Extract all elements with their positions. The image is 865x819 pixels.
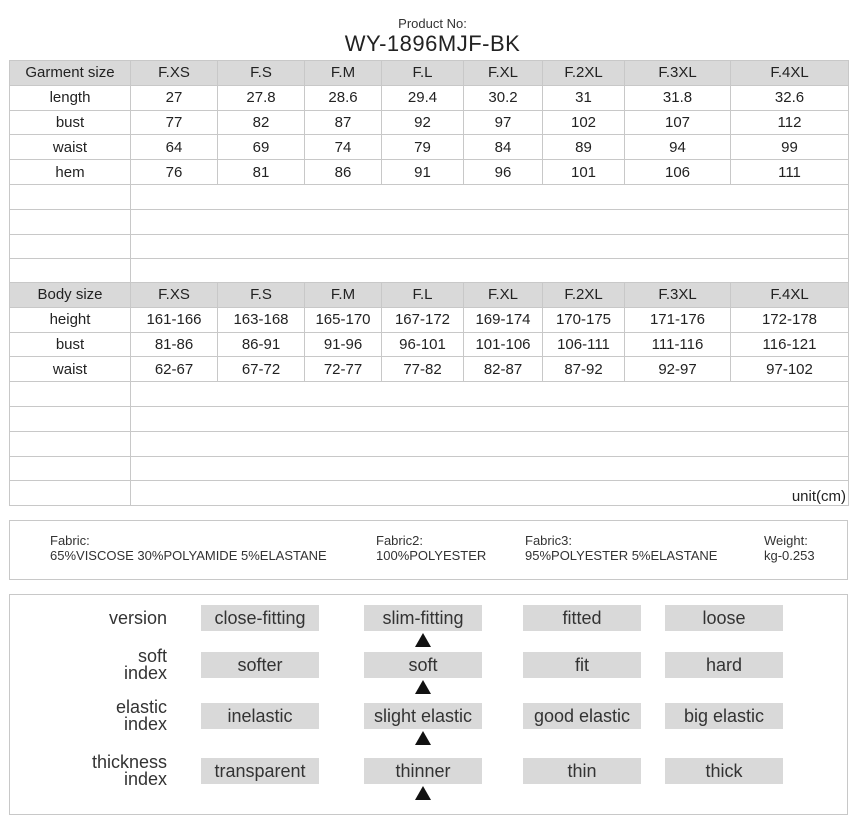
index-option: softer — [201, 652, 319, 678]
index-option: thick — [665, 758, 783, 784]
size-column-header: F.4XL — [731, 61, 849, 86]
empty-row — [10, 234, 849, 259]
index-label — [47, 610, 167, 627]
table-cell: 79 — [382, 135, 464, 160]
index-option: big elastic — [665, 703, 783, 729]
body-size-table — [9, 282, 849, 506]
table-cell: 97 — [464, 110, 543, 135]
table-cell: 96-101 — [382, 332, 464, 357]
index-option: fitted — [523, 605, 641, 631]
index-option: thinner — [364, 758, 482, 784]
table-cell: 169-174 — [464, 307, 543, 332]
table-cell: 81-86 — [131, 332, 218, 357]
table-cell: 172-178 — [731, 307, 849, 332]
garment-header-title: Garment size — [10, 61, 131, 86]
table-cell: 67-72 — [218, 357, 305, 382]
size-column-header: F.S — [218, 283, 305, 308]
table-cell: 112 — [731, 110, 849, 135]
table-cell: 170-175 — [543, 307, 625, 332]
weight — [764, 533, 815, 563]
table-cell: 30.2 — [464, 85, 543, 110]
size-column-header: F.L — [382, 283, 464, 308]
index-option: slim-fitting — [364, 605, 482, 631]
fabric-3-label: Fabric3: — [525, 533, 572, 548]
index-option: good elastic — [523, 703, 641, 729]
row-label: length — [10, 85, 131, 110]
garment-index-panel — [9, 594, 848, 815]
empty-cell — [131, 209, 849, 234]
index-label — [47, 754, 167, 788]
index-option: soft — [364, 652, 482, 678]
table-cell: 92 — [382, 110, 464, 135]
table-cell: 167-172 — [382, 307, 464, 332]
empty-cell — [131, 382, 849, 407]
empty-cell — [131, 184, 849, 209]
fabric-1-label: Fabric: — [50, 533, 90, 548]
table-cell: 29.4 — [382, 85, 464, 110]
table-cell: 86 — [305, 160, 382, 185]
empty-cell — [10, 431, 131, 456]
index-option: fit — [523, 652, 641, 678]
size-column-header: F.L — [382, 61, 464, 86]
row-label: waist — [10, 357, 131, 382]
index-label — [47, 648, 167, 682]
selected-marker-icon — [415, 680, 431, 694]
empty-row — [10, 481, 849, 506]
unit-label: unit(cm) — [131, 481, 849, 506]
row-label: bust — [10, 110, 131, 135]
size-column-header: F.3XL — [625, 283, 731, 308]
table-cell: 31.8 — [625, 85, 731, 110]
size-column-header: F.XS — [131, 283, 218, 308]
table-row — [10, 332, 849, 357]
empty-row — [10, 209, 849, 234]
table-cell: 87-92 — [543, 357, 625, 382]
empty-cell — [10, 184, 131, 209]
table-cell: 97-102 — [731, 357, 849, 382]
empty-cell — [10, 209, 131, 234]
table-cell: 69 — [218, 135, 305, 160]
table-cell: 89 — [543, 135, 625, 160]
table-cell: 76 — [131, 160, 218, 185]
selected-marker-icon — [415, 731, 431, 745]
table-cell: 81 — [218, 160, 305, 185]
empty-cell — [10, 259, 131, 284]
table-cell: 77-82 — [382, 357, 464, 382]
row-label: hem — [10, 160, 131, 185]
fabric-2-value: 100%POLYESTER — [376, 548, 487, 563]
table-cell: 161-166 — [131, 307, 218, 332]
index-label-line: index — [123, 714, 167, 734]
table-cell: 96 — [464, 160, 543, 185]
empty-row — [10, 382, 849, 407]
table-cell: 84 — [464, 135, 543, 160]
size-column-header: F.M — [305, 61, 382, 86]
table-cell: 74 — [305, 135, 382, 160]
table-cell: 82 — [218, 110, 305, 135]
size-column-header: F.2XL — [543, 61, 625, 86]
table-cell: 87 — [305, 110, 382, 135]
garment-size-table — [9, 60, 849, 284]
table-cell: 72-77 — [305, 357, 382, 382]
table-cell: 163-168 — [218, 307, 305, 332]
table-cell: 92-97 — [625, 357, 731, 382]
garment-header-row — [10, 61, 849, 86]
table-row — [10, 135, 849, 160]
fabric-1-value: 65%VISCOSE 30%POLYAMIDE 5%ELASTANE — [50, 548, 327, 563]
size-column-header: F.4XL — [731, 283, 849, 308]
fabric-2 — [376, 533, 486, 563]
weight-value: kg-0.253 — [764, 548, 815, 563]
fabric-3-value: 95%POLYESTER 5%ELASTANE — [525, 548, 718, 563]
empty-cell — [131, 259, 849, 284]
table-cell: 107 — [625, 110, 731, 135]
empty-cell — [131, 234, 849, 259]
fabric-3 — [525, 533, 717, 563]
table-cell: 86-91 — [218, 332, 305, 357]
table-row — [10, 357, 849, 382]
size-column-header: F.S — [218, 61, 305, 86]
index-label-line: index — [123, 663, 167, 683]
empty-row — [10, 456, 849, 481]
size-column-header: F.2XL — [543, 283, 625, 308]
empty-cell — [131, 456, 849, 481]
empty-cell — [10, 234, 131, 259]
table-cell: 116-121 — [731, 332, 849, 357]
index-label-line: soft — [137, 646, 167, 666]
selected-marker-icon — [415, 786, 431, 800]
row-label: waist — [10, 135, 131, 160]
weight-label: Weight: — [764, 533, 808, 548]
table-cell: 102 — [543, 110, 625, 135]
index-option: close-fitting — [201, 605, 319, 631]
empty-row — [10, 406, 849, 431]
index-option: slight elastic — [364, 703, 482, 729]
empty-cell — [131, 406, 849, 431]
empty-row — [10, 431, 849, 456]
table-cell: 77 — [131, 110, 218, 135]
table-cell: 32.6 — [731, 85, 849, 110]
table-cell: 91-96 — [305, 332, 382, 357]
row-label: bust — [10, 332, 131, 357]
index-option: loose — [665, 605, 783, 631]
table-row — [10, 85, 849, 110]
index-option: thin — [523, 758, 641, 784]
table-cell: 28.6 — [305, 85, 382, 110]
row-label: height — [10, 307, 131, 332]
empty-cell — [10, 481, 131, 506]
empty-row — [10, 259, 849, 284]
empty-cell — [131, 431, 849, 456]
table-row — [10, 160, 849, 185]
table-cell: 27 — [131, 85, 218, 110]
body-header-row — [10, 283, 849, 308]
size-column-header: F.3XL — [625, 61, 731, 86]
table-cell: 64 — [131, 135, 218, 160]
fabric-info — [9, 520, 848, 580]
index-option: transparent — [201, 758, 319, 784]
product-no-label: Product No: — [398, 16, 467, 31]
table-cell: 106-111 — [543, 332, 625, 357]
table-cell: 165-170 — [305, 307, 382, 332]
index-label — [47, 699, 167, 733]
fabric-1 — [50, 533, 327, 563]
table-cell: 101 — [543, 160, 625, 185]
index-option: inelastic — [201, 703, 319, 729]
size-column-header: F.XS — [131, 61, 218, 86]
table-row — [10, 110, 849, 135]
table-cell: 171-176 — [625, 307, 731, 332]
empty-cell — [10, 382, 131, 407]
table-row — [10, 307, 849, 332]
table-cell: 99 — [731, 135, 849, 160]
index-option: hard — [665, 652, 783, 678]
size-column-header: F.XL — [464, 61, 543, 86]
table-cell: 101-106 — [464, 332, 543, 357]
table-cell: 111-116 — [625, 332, 731, 357]
table-cell: 106 — [625, 160, 731, 185]
table-cell: 82-87 — [464, 357, 543, 382]
index-label-line: elastic — [115, 697, 167, 717]
empty-cell — [10, 456, 131, 481]
table-cell: 62-67 — [131, 357, 218, 382]
table-cell: 91 — [382, 160, 464, 185]
index-label-line: thickness — [91, 752, 167, 772]
empty-cell — [10, 406, 131, 431]
body-header-title: Body size — [10, 283, 131, 308]
product-number: WY-1896MJF-BK — [344, 31, 521, 56]
empty-row — [10, 184, 849, 209]
selected-marker-icon — [415, 633, 431, 647]
index-label-line: index — [123, 769, 167, 789]
table-cell: 31 — [543, 85, 625, 110]
index-label-line: version — [108, 608, 167, 628]
fabric-2-label: Fabric2: — [376, 533, 423, 548]
table-cell: 111 — [731, 160, 849, 185]
size-column-header: F.XL — [464, 283, 543, 308]
size-column-header: F.M — [305, 283, 382, 308]
table-cell: 94 — [625, 135, 731, 160]
table-cell: 27.8 — [218, 85, 305, 110]
